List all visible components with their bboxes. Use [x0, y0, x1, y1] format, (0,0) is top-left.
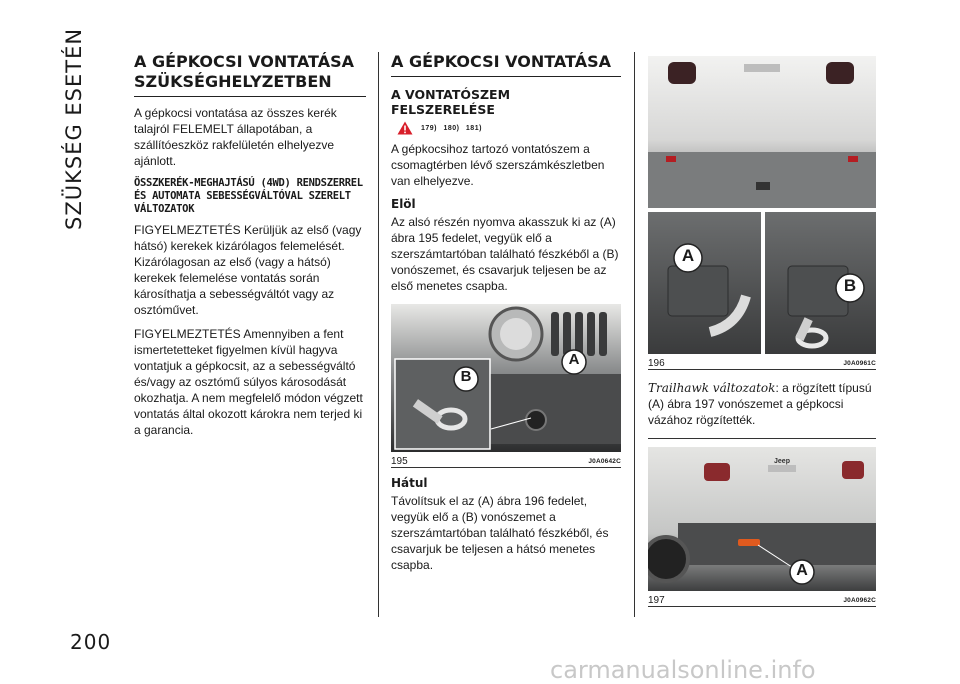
subheading-line-2: FELSZERELÉSE: [391, 102, 495, 117]
figure-197: [648, 447, 876, 607]
rear-bumper-photos: [648, 56, 876, 354]
trailhawk-text: : a rögzített típusú (A) ábra 197 vonószemet a gépkocsi vázához rögzítették.: [648, 381, 872, 427]
figure-197-caption: [648, 594, 876, 606]
warning-refs-text: 179) 180) 181): [421, 124, 482, 132]
jeep-logo-text: Jeep: [774, 458, 790, 465]
figure-196: [648, 56, 876, 370]
intro-paragraph: A gépkocsi vontatása az összes kerék talajról FELEMELT állapotában, a szállítóeszköz rakfelületén elhelyezve ajánlott.: [134, 106, 337, 168]
figure-196-rule: [648, 369, 876, 370]
warning-triangle-icon: [397, 121, 413, 135]
figure-195-number: 195: [391, 455, 408, 467]
side-section-title: SZÜKSÉG ESETÉN: [62, 27, 86, 230]
front-instructions: Az alsó részén nyomva akasszuk ki az (A) ábra 195 fedelet, vegyük elő a szerszámtartóban található fészkéből a (B) vonószemet, és csavarjuk teljesen be az első menetes csapba.: [391, 215, 619, 293]
awd-subheading: ÖSSZKERÉK-MEGHAJTÁSÚ (4WD) RENDSZERREL ÉS AUTOMATA SEBESSÉGVÁLTÓVAL SZERELT VÁLTOZATOK: [134, 177, 363, 215]
figure-195-label-b: B: [460, 368, 472, 385]
figure-195: [391, 304, 621, 468]
trailhawk-label: Trailhawk változatok: [648, 381, 776, 395]
figure-196-number: 196: [648, 357, 665, 369]
warning-paragraph-1: FIGYELMEZTETÉS Kerüljük az első (vagy hátsó) kerekek kizárólagos felemelését. Kizárólagosan az első (vagy a hátsó) kerekek felemelése vontatás során károsíthatja a sebességváltót vagy az osztóművet.: [134, 223, 362, 317]
figure-195-label-a: A: [568, 351, 580, 368]
subheading-tow-eye: [391, 87, 621, 117]
tow-eye-intro: A gépkocsihoz tartozó vontatószem a csomagtérben lévő szerszámkészletben van elhelyezve.: [391, 142, 605, 188]
figure-196-code: J0A0961C: [843, 359, 876, 367]
trailhawk-rear-photo: [648, 447, 876, 591]
page-number: 200: [70, 630, 112, 654]
front-label: Elöl: [391, 197, 416, 211]
section-title-emergency-towing: [134, 52, 366, 97]
warning-paragraph-2: FIGYELMEZTETÉS Amennyiben a fent ismertetetteket figyelmen kívül hagyva vontatjuk a gépkocsit, az a sebességváltó és/vagy az osztómű súlyos károsodását okozhatja. A nem megfelelő módon végzett vontatás által okozott károkra nem terjed ki a garancia.: [134, 327, 363, 437]
figure-197-rule: [648, 606, 876, 607]
section-title-towing: A GÉPKOCSI VONTATÁSA: [391, 52, 621, 77]
title-line-2: SZÜKSÉGHELYZETBEN: [134, 72, 332, 91]
rear-label: Hátul: [391, 476, 428, 490]
figure-196-label-a: A: [681, 246, 695, 265]
column-3: [648, 56, 876, 607]
front-bumper-photo: [391, 304, 621, 452]
figure-197-code: J0A0962C: [843, 596, 876, 604]
column-1: [134, 52, 366, 446]
warning-references: [397, 121, 621, 135]
figure-197-label-a: A: [796, 562, 808, 579]
column-divider-2: [634, 52, 635, 617]
subheading-line-1: A VONTATÓSZEM: [391, 87, 511, 102]
rear-instructions: Távolítsuk el az (A) ábra 196 fedelet, vegyük elő a (B) vonószemet a szerszámtartóban található fészkéből, és csavarjuk be teljesen a hátsó menetes csapba.: [391, 494, 609, 572]
figure-196-label-b: B: [843, 276, 857, 295]
title-line-1: A GÉPKOCSI VONTATÁSA: [134, 52, 354, 71]
figure-195-rule: [391, 467, 621, 468]
figure-197-number: 197: [648, 594, 665, 606]
figure-197-top-rule: [648, 438, 876, 439]
watermark: carmanualsonline.info: [550, 656, 816, 684]
trailhawk-paragraph: [648, 380, 876, 428]
figure-195-code: J0A0642C: [588, 457, 621, 465]
column-divider-1: [378, 52, 379, 617]
figure-196-caption: [648, 357, 876, 369]
column-2: [391, 52, 621, 581]
figure-195-caption: [391, 455, 621, 467]
